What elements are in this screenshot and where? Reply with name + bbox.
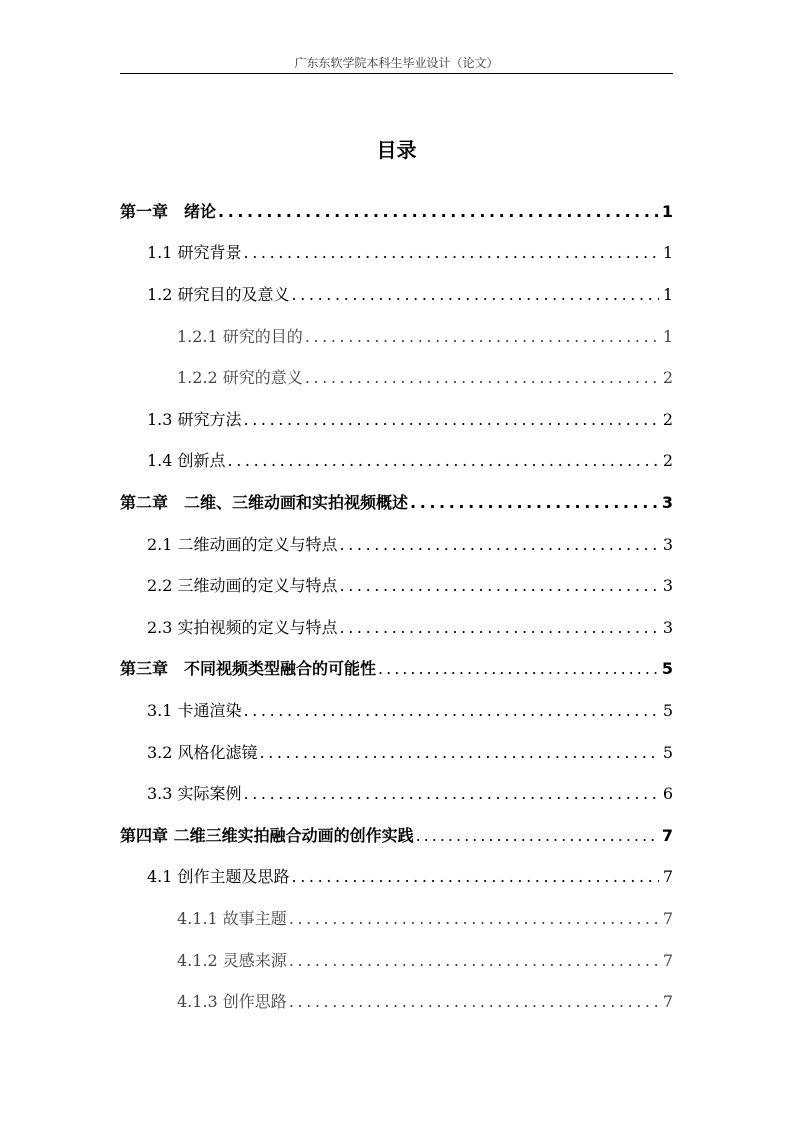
toc-leader-dots <box>292 285 659 304</box>
toc-leader-dots <box>340 618 659 637</box>
toc-leader-dots <box>244 243 659 262</box>
toc-entry-page: 2 <box>662 368 673 387</box>
toc-entry-label: 1.1 研究背景 <box>147 243 242 262</box>
toc-leader-dots <box>244 784 659 803</box>
toc-entry-page: 7 <box>662 909 673 928</box>
toc-entry-chapter-4[interactable] <box>120 823 673 849</box>
toc-entry-2-3[interactable] <box>147 615 673 641</box>
toc-entry-2-1[interactable] <box>147 532 673 558</box>
toc-entry-label: 第二章 二维、三维动画和实拍视频概述 <box>120 493 409 512</box>
toc-entry-page: 5 <box>662 701 673 720</box>
toc-entry-page: 7 <box>661 826 673 845</box>
toc-entry-4-1-3[interactable] <box>177 989 673 1015</box>
page-header: 广东东软学院本科生毕业设计（论文） <box>294 56 499 70</box>
toc-entry-page: 2 <box>662 410 673 429</box>
toc-leader-dots <box>416 826 658 845</box>
toc-leader-dots <box>244 410 659 429</box>
toc-entry-1-1[interactable] <box>147 240 673 266</box>
toc-leader-dots <box>340 535 659 554</box>
toc-entry-page: 2 <box>662 451 673 470</box>
toc-leader-dots <box>289 992 659 1011</box>
toc-entry-1-2[interactable] <box>147 282 673 308</box>
toc-leader-dots <box>378 659 658 678</box>
toc-leader-dots <box>340 576 659 595</box>
toc-entry-label: 第四章 二维三维实拍融合动画的创作实践 <box>120 826 414 845</box>
toc-entry-1-2-1[interactable] <box>177 324 673 350</box>
toc-leader-dots <box>305 368 659 387</box>
toc-entry-label: 1.3 研究方法 <box>147 410 242 429</box>
toc-entry-1-3[interactable] <box>147 407 673 433</box>
toc-entry-label: 4.1.2 灵感来源 <box>177 951 287 970</box>
toc-entry-page: 7 <box>662 867 673 886</box>
toc-entry-label: 3.2 风格化滤镜 <box>147 743 258 762</box>
toc-entry-page: 6 <box>662 784 673 803</box>
toc-entry-4-1-1[interactable] <box>177 906 673 932</box>
toc-entry-label: 4.1.3 创作思路 <box>177 992 287 1011</box>
toc-leader-dots <box>289 909 659 928</box>
toc-entry-chapter-1[interactable] <box>120 199 673 225</box>
toc-entry-label: 2.3 实拍视频的定义与特点 <box>147 618 338 637</box>
toc-entry-page: 1 <box>661 202 673 221</box>
toc-entry-label: 4.1.1 故事主题 <box>177 909 287 928</box>
toc-entry-4-1[interactable] <box>147 864 673 890</box>
toc-entry-page: 7 <box>662 951 673 970</box>
toc-entry-page: 3 <box>662 576 673 595</box>
toc-entry-3-2[interactable] <box>147 740 673 766</box>
toc-leader-dots <box>260 743 659 762</box>
toc-entry-label: 3.3 实际案例 <box>147 784 242 803</box>
toc-entry-3-1[interactable] <box>147 698 673 724</box>
toc-entry-page: 1 <box>662 285 673 304</box>
toc-leader-dots <box>244 701 659 720</box>
toc-entry-page: 3 <box>662 535 673 554</box>
toc-entry-chapter-3[interactable] <box>120 656 673 682</box>
toc-leader-dots <box>305 327 659 346</box>
toc-entry-label: 第三章 不同视频类型融合的可能性 <box>120 659 377 678</box>
toc-entry-page: 1 <box>662 243 673 262</box>
toc-entry-label: 2.2 三维动画的定义与特点 <box>147 576 338 595</box>
toc-entry-4-1-2[interactable] <box>177 948 673 974</box>
toc-entry-label: 1.2.1 研究的目的 <box>177 327 303 346</box>
toc-entry-label: 4.1 创作主题及思路 <box>147 867 290 886</box>
toc-entry-page: 5 <box>662 743 673 762</box>
toc-leader-dots <box>218 202 658 221</box>
toc-entry-page: 3 <box>662 618 673 637</box>
toc-leader-dots <box>228 451 659 470</box>
toc-entry-chapter-2[interactable] <box>120 490 673 516</box>
toc-entry-label: 3.1 卡通渲染 <box>147 701 242 720</box>
toc-leader-dots <box>292 867 659 886</box>
toc-entry-3-3[interactable] <box>147 781 673 807</box>
toc-entry-page: 3 <box>661 493 673 512</box>
toc-entry-page: 1 <box>662 327 673 346</box>
toc-entry-label: 1.2 研究目的及意义 <box>147 285 290 304</box>
toc-entry-2-2[interactable] <box>147 573 673 599</box>
toc-leader-dots <box>410 493 658 512</box>
toc-title: 目录 <box>376 138 417 162</box>
toc-entry-page: 5 <box>661 659 673 678</box>
toc-entry-label: 2.1 二维动画的定义与特点 <box>147 535 338 554</box>
toc-entry-label: 1.4 创新点 <box>147 451 226 470</box>
toc-entry-label: 第一章 绪论 <box>120 202 217 221</box>
toc-entry-1-4[interactable] <box>147 448 673 474</box>
toc-leader-dots <box>289 951 659 970</box>
toc-entry-page: 7 <box>662 992 673 1011</box>
toc-entry-label: 1.2.2 研究的意义 <box>177 368 303 387</box>
toc-entry-1-2-2[interactable] <box>177 365 673 391</box>
header-rule <box>120 73 673 74</box>
